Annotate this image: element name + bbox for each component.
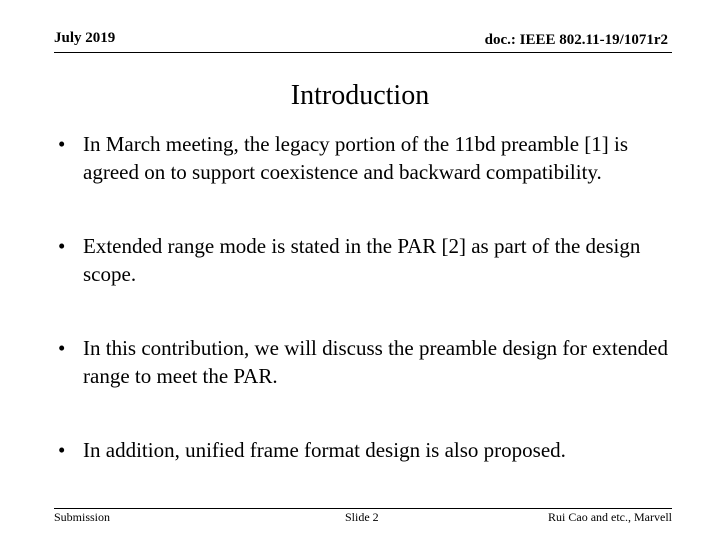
bullet-text: In this contribution, we will discuss the preamble design for extended range to meet the PAR. [83,336,668,388]
bullet-dot-icon: • [58,234,66,258]
bullet-text: In addition, unified frame format design is also proposed. [83,438,566,462]
slide-title: Introduction [290,80,430,111]
bullet-dot-icon: • [58,132,66,156]
bullet-item [58,334,678,390]
bullet-text: In March meeting, the legacy portion of the 11bd preamble [1] is agreed on to support coexistence and backward compatibility. [83,132,629,184]
bullet-dot-icon: • [58,336,66,360]
footer-author: Rui Cao and etc., Marvell [548,510,672,524]
footer-submission: Submission [54,510,111,524]
footer-divider [54,508,672,509]
bullet-item [58,436,678,464]
footer-slide-number: Slide 2 [345,510,379,524]
bullet-item [58,130,678,186]
bullet-text: Extended range mode is stated in the PAR [2] as part of the design scope. [83,234,641,286]
header-divider [54,52,672,53]
bullet-item [58,232,678,288]
header-date: July 2019 [54,30,116,46]
bullet-dot-icon: • [58,438,66,462]
bullet-list [58,130,678,510]
header-doc-id: doc.: IEEE 802.11-19/1071r2 [484,32,668,48]
